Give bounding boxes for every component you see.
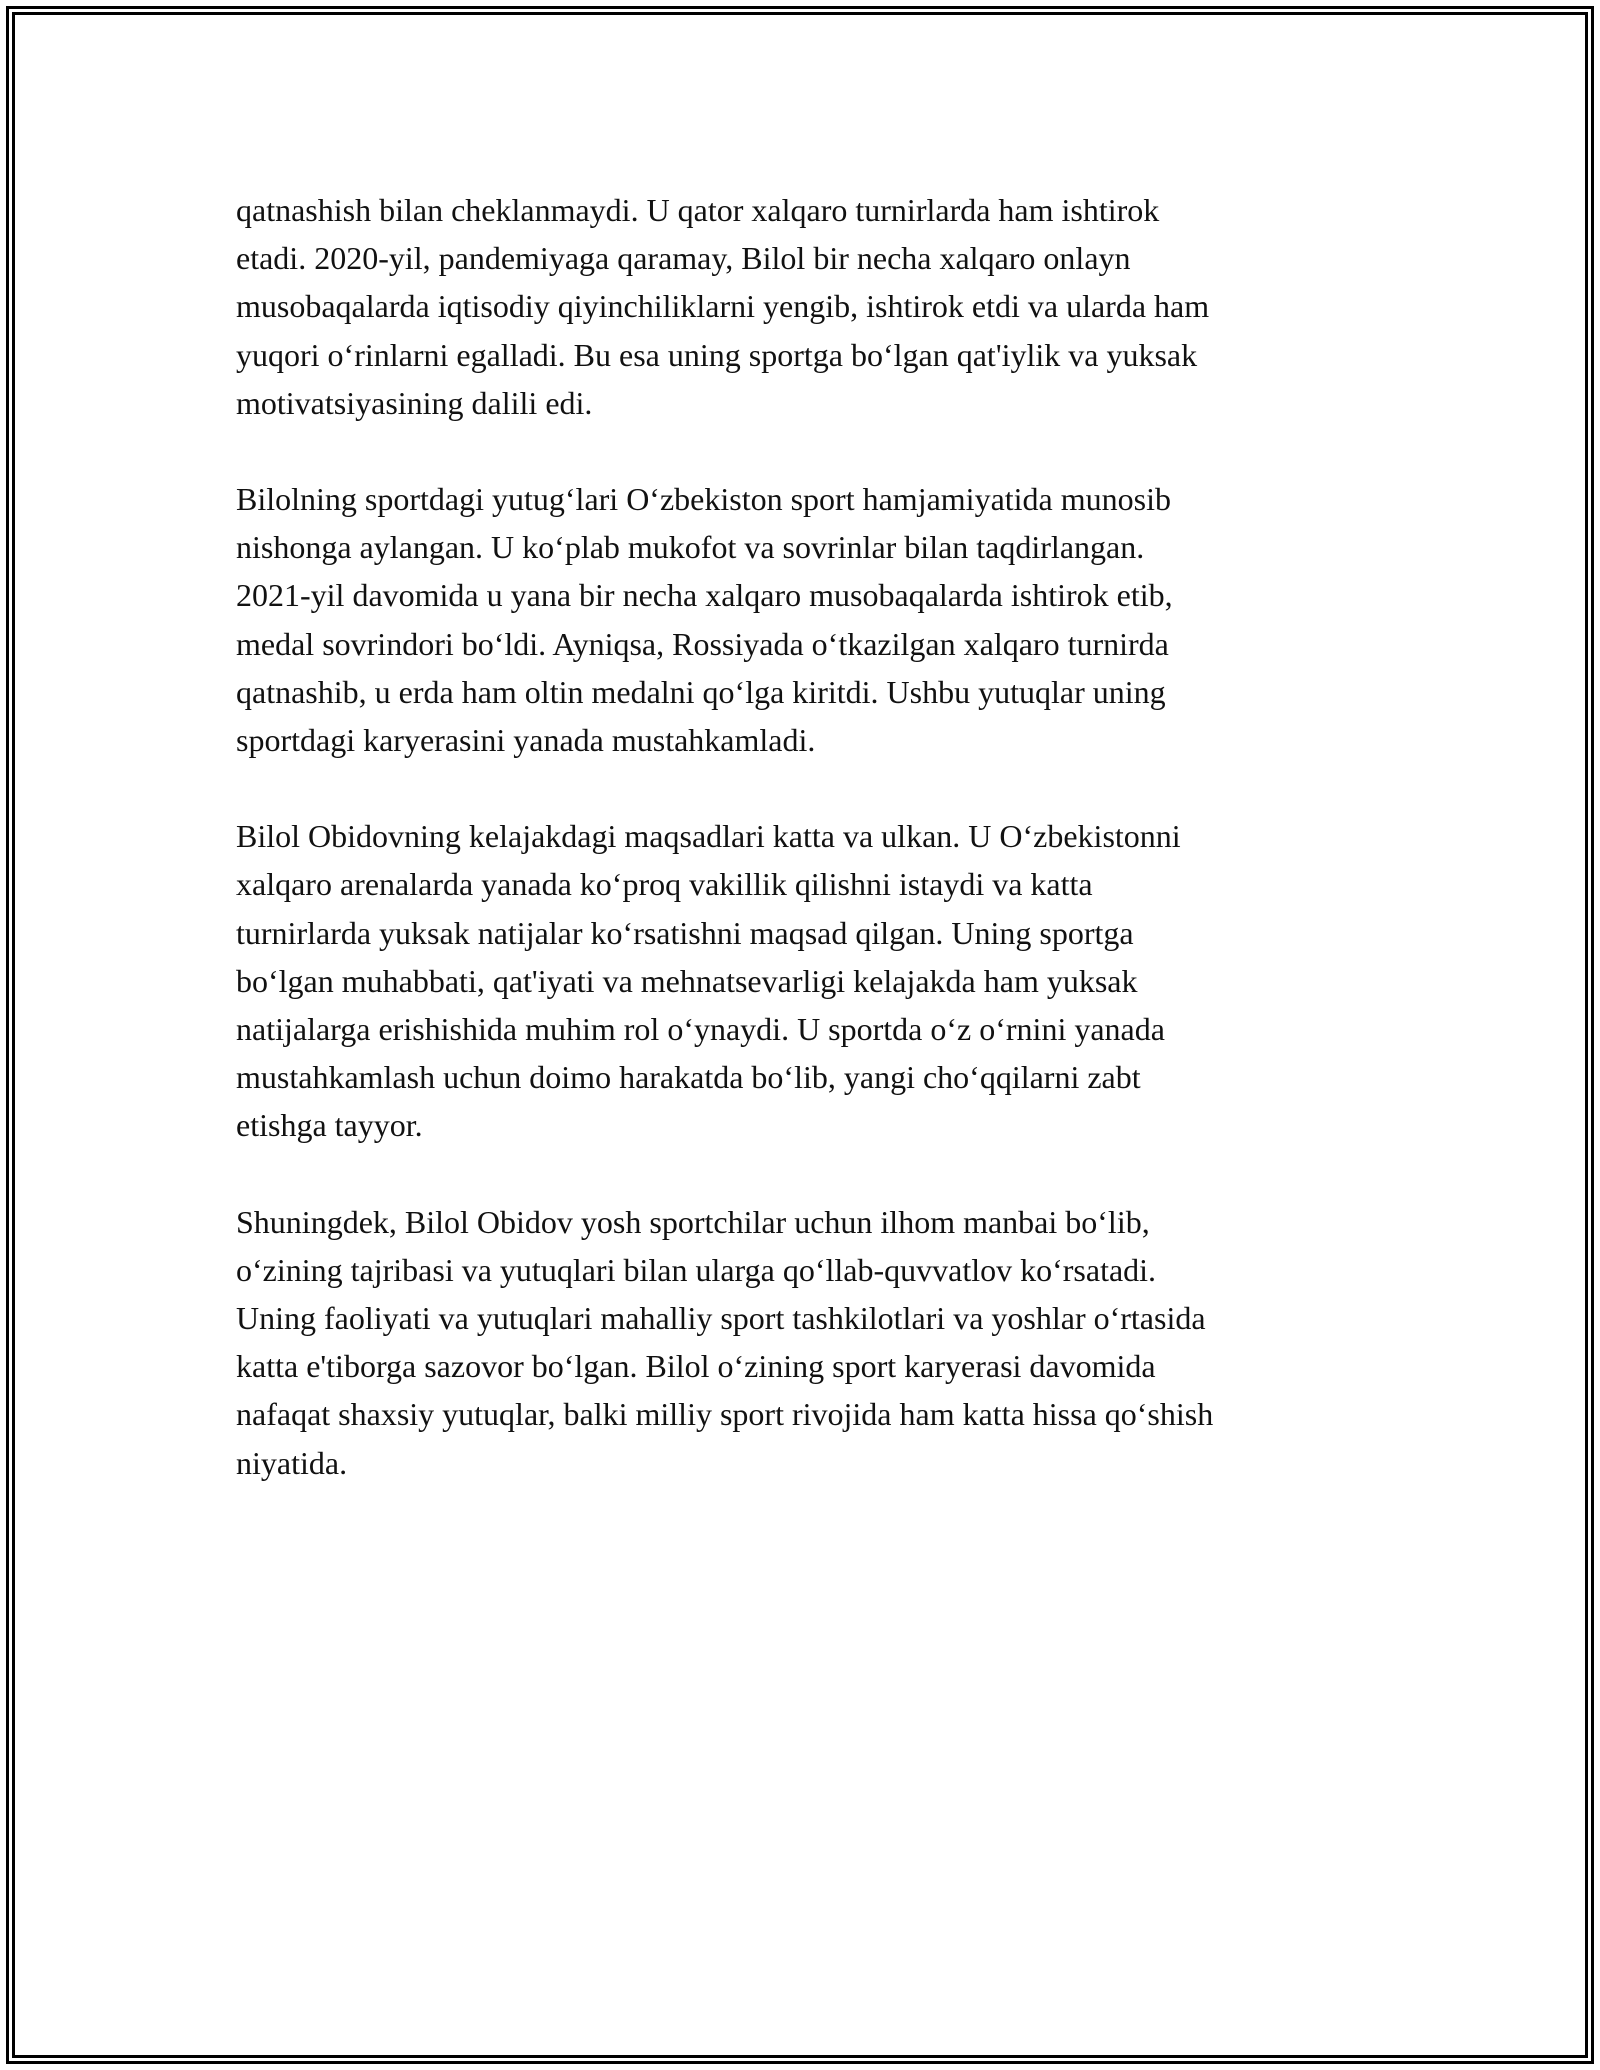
text-line: musobaqalarda iqtisodiy qiyinchiliklarni yengib, ishtirok etdi va ularda ham	[236, 288, 1210, 325]
document-body	[236, 186, 1366, 1535]
text-line: Bilol Obidovning kelajakdagi maqsadlari katta va ulkan. U O‘zbekistonni	[236, 818, 1181, 855]
text-line: yuqori o‘rinlarni egalladi. Bu esa uning sportga bo‘lgan qat'iylik va yuksak	[236, 336, 1198, 373]
paragraph-3	[236, 812, 1366, 1149]
text-line: medal sovrindori bo‘ldi. Ayniqsa, Rossiyada o‘tkazilgan xalqaro turnirda	[236, 625, 1169, 662]
paragraph-4	[236, 1198, 1366, 1487]
text-line: 2021-yil davomida u yana bir necha xalqaro musobaqalarda ishtirok etib,	[236, 577, 1173, 614]
text-line: o‘zining tajribasi va yutuqlari bilan ularga qo‘llab-quvvatlov ko‘rsatadi.	[236, 1251, 1157, 1288]
text-line: nishonga aylangan. U ko‘plab mukofot va sovrinlar bilan taqdirlangan.	[236, 529, 1145, 566]
text-line: sportdagi karyerasini yanada mustahkamladi.	[236, 722, 816, 759]
text-line: etishga tayyor.	[236, 1107, 423, 1144]
text-line: niyatida.	[236, 1444, 348, 1481]
text-line: mustahkamlash uchun doimo harakatda bo‘lib, yangi cho‘qqilarni zabt	[236, 1059, 1141, 1096]
text-line: qatnashish bilan cheklanmaydi. U qator xalqaro turnirlarda ham ishtirok	[236, 192, 1160, 228]
text-line: Uning faoliyati va yutuqlari mahalliy sport tashkilotlari va yoshlar o‘rtasida	[236, 1300, 1206, 1337]
text-line: xalqaro arenalarda yanada ko‘proq vakillik qilishni istaydi va katta	[236, 866, 1093, 903]
text-line: etadi. 2020-yil, pandemiyaga qaramay, Bilol bir necha xalqaro onlayn	[236, 240, 1131, 277]
text-line: Bilolning sportdagi yutug‘lari O‘zbekiston sport hamjamiyatida munosib	[236, 481, 1171, 518]
text-line: bo‘lgan muhabbati, qat'iyati va mehnatsevarligi kelajakda ham yuksak	[236, 962, 1138, 999]
text-line: nafaqat shaxsiy yutuqlar, balki milliy sport rivojida ham katta hissa qo‘shish	[236, 1396, 1214, 1433]
text-line: motivatsiyasining dalili edi.	[236, 384, 593, 421]
paragraph-2	[236, 475, 1366, 764]
text-line: Shuningdek, Bilol Obidov yosh sportchilar uchun ilhom manbai bo‘lib,	[236, 1203, 1150, 1240]
text-line: natijalarga erishishida muhim rol o‘ynaydi. U sportda o‘z o‘rnini yanada	[236, 1011, 1165, 1048]
paragraph-1	[236, 186, 1366, 427]
text-line: turnirlarda yuksak natijalar ko‘rsatishni maqsad qilgan. Uning sportga	[236, 914, 1134, 951]
text-line: qatnashib, u erda ham oltin medalni qo‘lga kiritdi. Ushbu yutuqlar uning	[236, 673, 1166, 710]
text-line: katta e'tiborga sazovor bo‘lgan. Bilol o‘zining sport karyerasi davomida	[236, 1348, 1156, 1385]
